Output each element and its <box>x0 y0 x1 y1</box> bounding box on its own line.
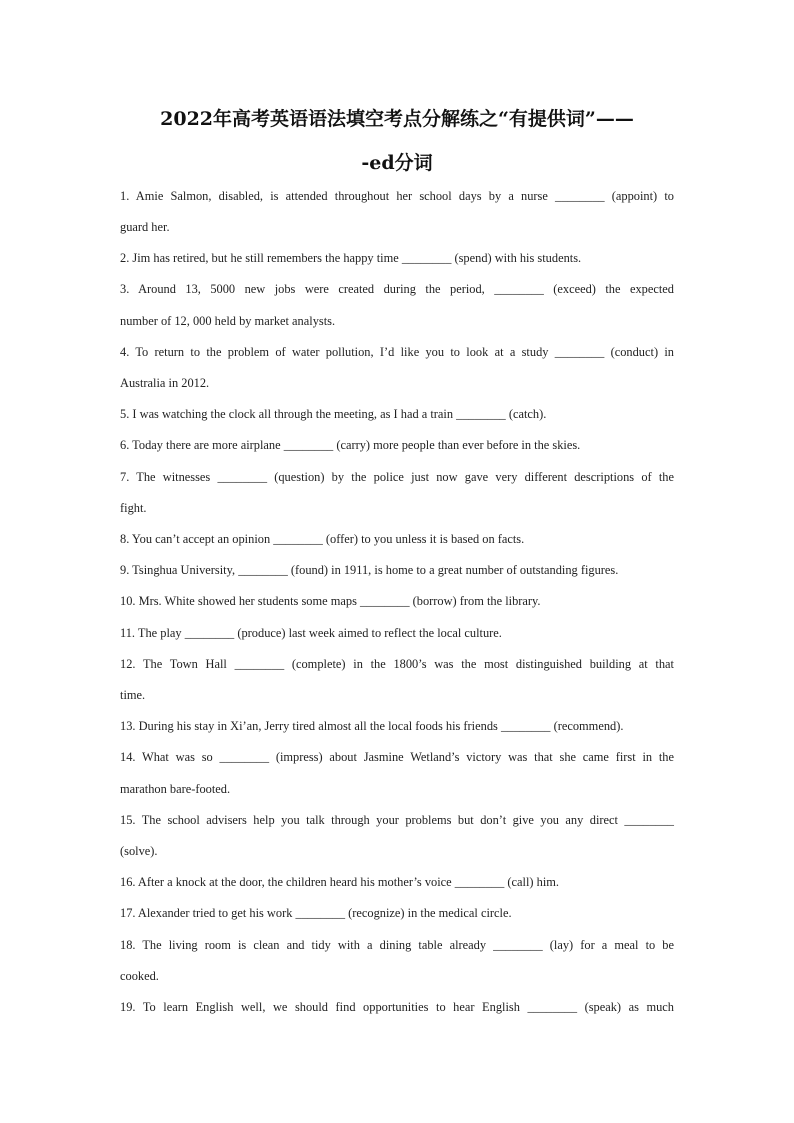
question-1-line-1: 1. Amie Salmon, disabled, is attended throughout her school days by a nurse ________ (appoint) to <box>120 189 674 203</box>
question-2: 2. Jim has retired, but he still remembers the happy time ________ (spend) with his students. <box>120 251 582 265</box>
question-1-line-2: guard her. <box>120 220 170 234</box>
question-5: 5. I was watching the clock all through the meeting, as I had a train ________ (catch). <box>120 407 547 421</box>
question-4-line-2: Australia in 2012. <box>120 376 210 390</box>
question-4-line-1: 4. To return to the problem of water pollution, I’d like you to look at a study ________ (conduct) in <box>120 345 674 359</box>
question-10: 10. Mrs. White showed her students some maps ________ (borrow) from the library. <box>120 594 541 608</box>
question-3-line-2: number of 12, 000 held by market analysts. <box>120 314 336 328</box>
question-14-line-2: marathon bare-footed. <box>120 782 231 796</box>
document-title-line-1: 2022年高考英语语法填空考点分解练之“有提供词”—— <box>160 108 634 130</box>
question-12-line-1: 12. The Town Hall ________ (complete) in the 1800’s was the most distinguished building at that <box>120 657 674 671</box>
question-3-line-1: 3. Around 13, 5000 new jobs were created during the period, ________ (exceed) the expected <box>120 282 674 296</box>
question-6: 6. Today there are more airplane ________ (carry) more people than ever before in the skies. <box>120 438 581 452</box>
question-13: 13. During his stay in Xi’an, Jerry tired almost all the local foods his friends ________ (recommend). <box>120 719 624 733</box>
question-14-line-1: 14. What was so ________ (impress) about Jasmine Wetland’s victory was that she came first in the <box>120 750 674 764</box>
question-7-line-2: fight. <box>120 501 147 515</box>
question-15-line-1: 15. The school advisers help you talk through your problems but don’t give you any direct ________ <box>120 813 674 827</box>
question-9: 9. Tsinghua University, ________ (found) in 1911, is home to a great number of outstanding figures. <box>120 563 619 577</box>
question-19-line-1: 19. To learn English well, we should find opportunities to hear English ________ (speak) as much <box>120 1000 674 1014</box>
question-18-line-2: cooked. <box>120 969 159 983</box>
question-11: 11. The play ________ (produce) last week aimed to reflect the local culture. <box>120 626 502 640</box>
question-7-line-1: 7. The witnesses ________ (question) by the police just now gave very different descriptions of the <box>120 470 674 484</box>
document-title-line-2: -ed分词 <box>361 152 433 174</box>
question-15-line-2: (solve). <box>120 844 158 858</box>
question-16: 16. After a knock at the door, the children heard his mother’s voice ________ (call) him. <box>120 875 560 889</box>
question-12-line-2: time. <box>120 688 146 702</box>
question-17: 17. Alexander tried to get his work ________ (recognize) in the medical circle. <box>120 906 512 920</box>
question-8: 8. You can’t accept an opinion ________ (offer) to you unless it is based on facts. <box>120 532 525 546</box>
question-18-line-1: 18. The living room is clean and tidy with a dining table already ________ (lay) for a meal to be <box>120 938 674 952</box>
